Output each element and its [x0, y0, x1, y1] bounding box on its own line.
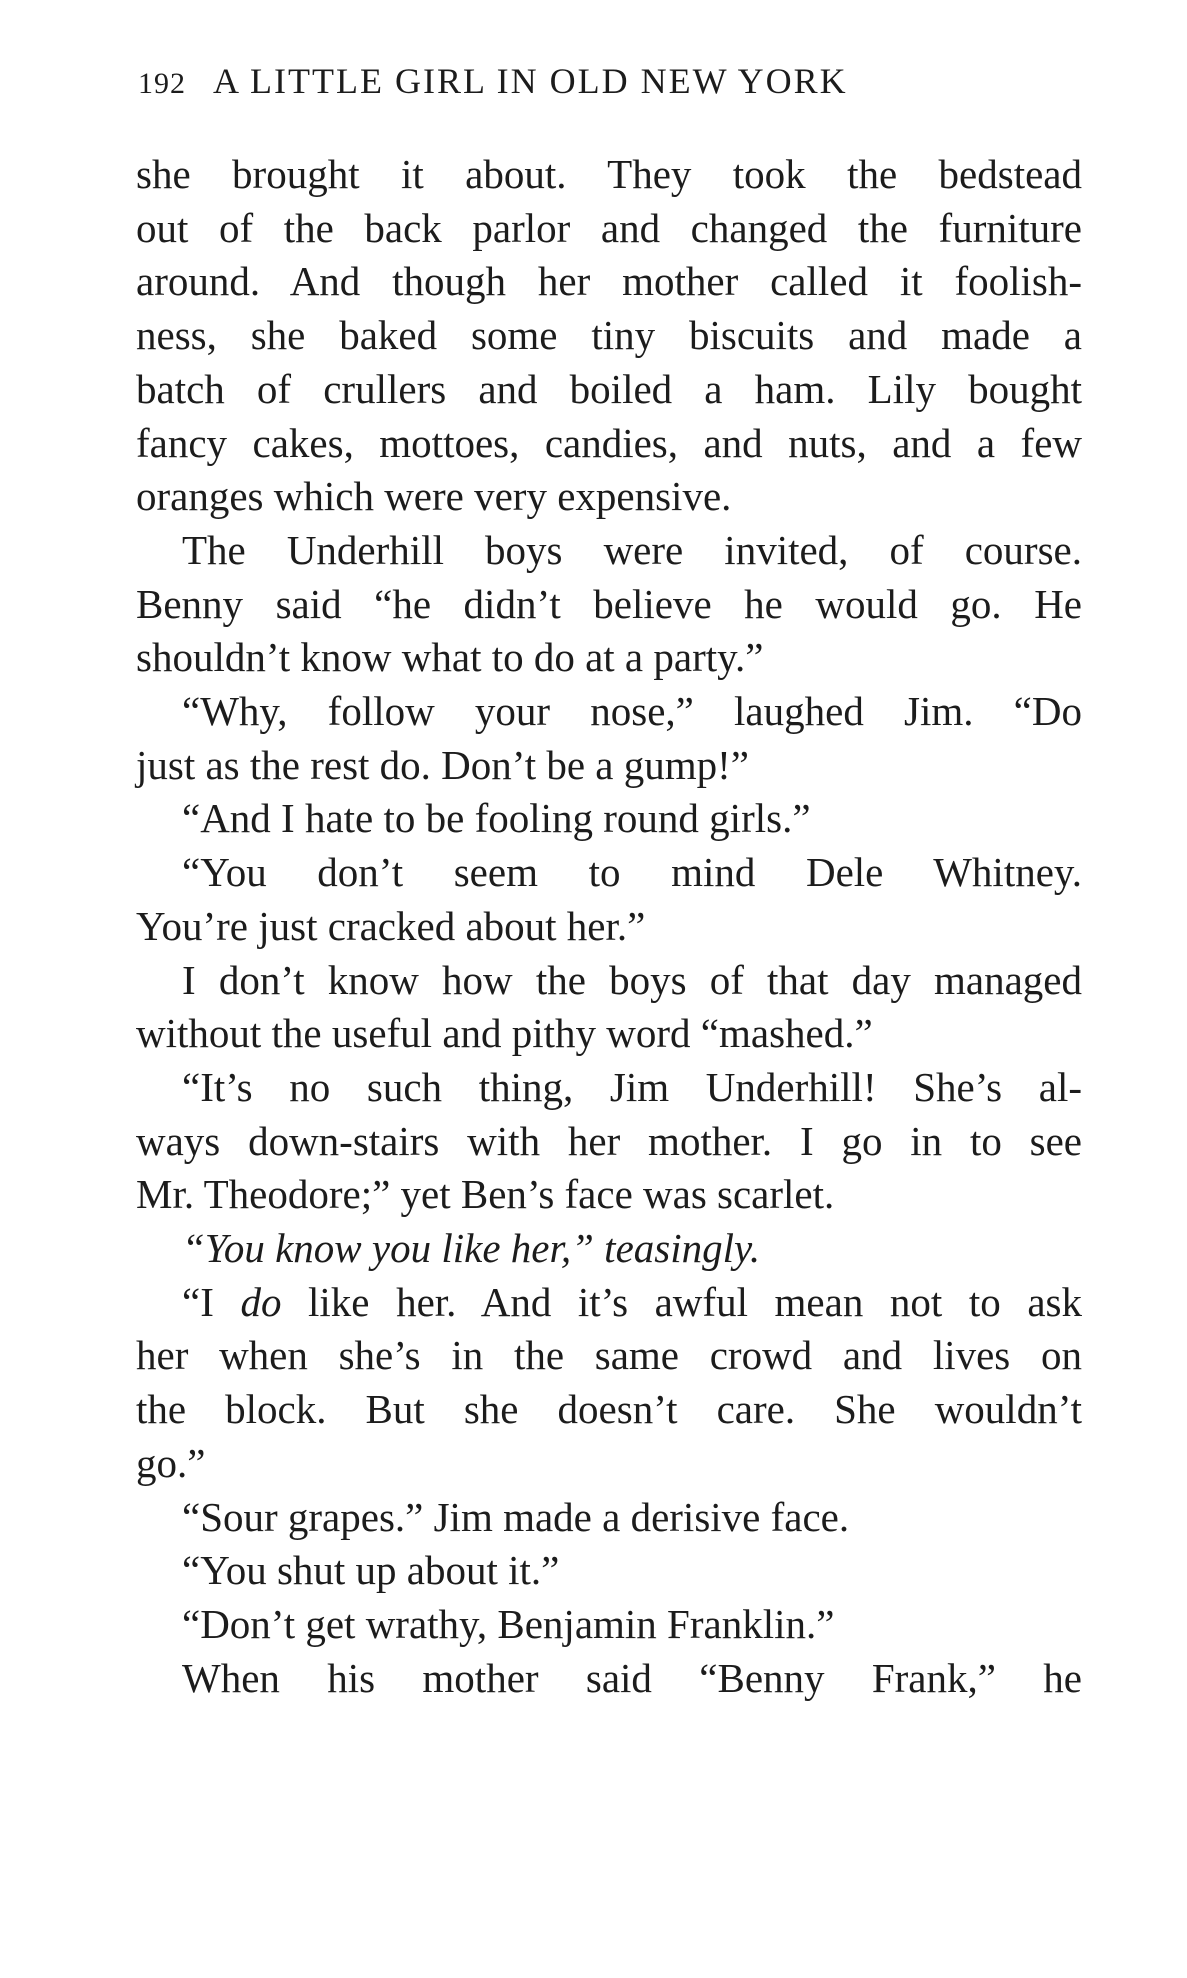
- text-line: [136, 309, 1082, 363]
- text-run: the block. But she doesn’t care. She wouldn’t: [136, 1386, 1082, 1433]
- running-header: [138, 60, 1078, 112]
- text-line: [136, 1168, 1082, 1222]
- text-line: [136, 792, 1082, 846]
- text-line: [136, 417, 1082, 471]
- text-run: batch of crullers and boiled a ham. Lily bought: [136, 365, 1082, 412]
- text-run: around. And though her mother called it foolish-: [136, 258, 1082, 305]
- text-run: oranges which were very expensive.: [136, 473, 732, 520]
- text-run: “You shut up about it.”: [182, 1547, 560, 1594]
- text-run: Benny said “he didn’t believe he would go. He: [136, 580, 1082, 627]
- text-run: fancy cakes, mottoes, candies, and nuts, and a few: [136, 419, 1082, 466]
- text-run: “I: [182, 1278, 241, 1325]
- text-line: [136, 1061, 1082, 1115]
- text-line: [136, 578, 1082, 632]
- text-run: “Why, follow your nose,” laughed Jim. “Do: [182, 688, 1082, 735]
- text-run: “And I hate to be fooling round girls.”: [182, 795, 811, 842]
- text-run: “Sour grapes.” Jim made a derisive face.: [182, 1493, 850, 1540]
- running-title: A LITTLE GIRL IN OLD NEW YORK: [213, 61, 848, 101]
- text-line: [136, 1276, 1082, 1330]
- text-line: [136, 631, 1082, 685]
- text-run: “Don’t get wrathy, Benjamin Franklin.”: [182, 1600, 835, 1647]
- text-line: [136, 900, 1082, 954]
- page-number: 192: [138, 67, 186, 100]
- text-line: [136, 1222, 1082, 1276]
- text-line: [136, 1544, 1082, 1598]
- text-line: [136, 363, 1082, 417]
- text-run: go.”: [136, 1439, 206, 1486]
- text-line: [136, 685, 1082, 739]
- text-line: [136, 1007, 1082, 1061]
- text-line: [136, 739, 1082, 793]
- text-run: without the useful and pithy word “mashed.”: [136, 1010, 873, 1057]
- text-line: [136, 1652, 1082, 1706]
- text-line: [136, 846, 1082, 900]
- text-run: like her. And it’s awful mean not to ask: [281, 1278, 1082, 1325]
- text-line: [136, 202, 1082, 256]
- text-run: The Underhill boys were invited, of course.: [182, 526, 1082, 573]
- text-run: When his mother said “Benny Frank,” he: [182, 1654, 1082, 1701]
- text-run: her when she’s in the same crowd and lives on: [136, 1332, 1082, 1379]
- text-line: [136, 954, 1082, 1008]
- text-run: out of the back parlor and changed the furniture: [136, 204, 1082, 251]
- text-run: she brought it about. They took the bedstead: [136, 151, 1082, 197]
- text-run: just as the rest do. Don’t be a gump!”: [136, 741, 749, 788]
- text-line: [136, 470, 1082, 524]
- text-line: [136, 1115, 1082, 1169]
- text-run: You’re just cracked about her.”: [136, 902, 646, 949]
- text-run: “It’s no such thing, Jim Underhill! She’s al-: [182, 1063, 1082, 1110]
- text-line: [136, 1598, 1082, 1652]
- text-run: shouldn’t know what to do at a party.”: [136, 634, 764, 681]
- text-run: ness, she baked some tiny biscuits and made a: [136, 312, 1082, 359]
- text-line: [136, 1491, 1082, 1545]
- text-line: [136, 255, 1082, 309]
- text-run: I don’t know how the boys of that day managed: [182, 956, 1082, 1003]
- text-line: [136, 1329, 1082, 1383]
- emphasis: do: [240, 1278, 282, 1325]
- text-run: “You don’t seem to mind Dele Whitney.: [182, 849, 1082, 896]
- text-run: Mr. Theodore;” yet Ben’s face was scarlet.: [136, 1171, 835, 1218]
- text-line: [136, 148, 1082, 202]
- text-run: ways down-stairs with her mother. I go in to see: [136, 1117, 1082, 1164]
- text-run: “You know you like her,” teasingly.: [182, 1225, 761, 1272]
- body-text: [136, 148, 1082, 1705]
- text-line: [136, 524, 1082, 578]
- text-line: [136, 1437, 1082, 1491]
- text-line: [136, 1383, 1082, 1437]
